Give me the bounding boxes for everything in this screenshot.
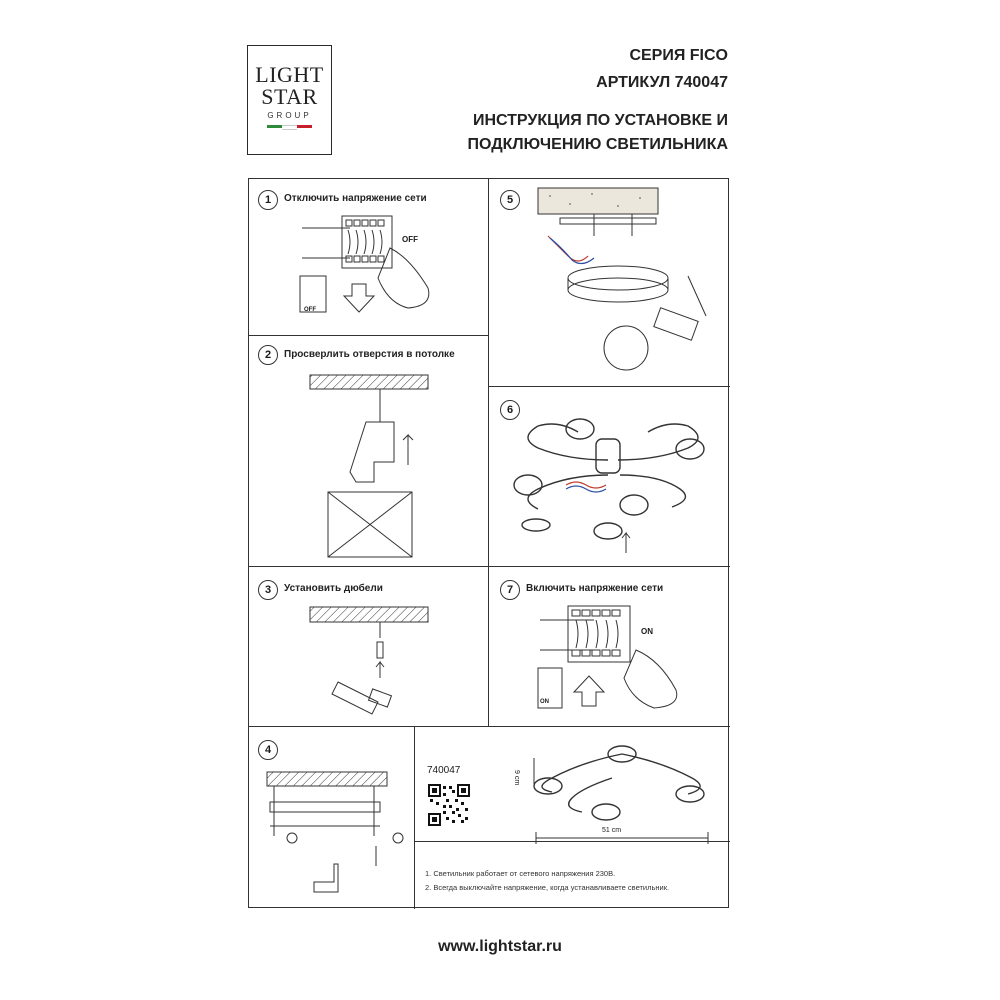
instruction-title-line-1: ИНСТРУКЦИЯ ПО УСТАНОВКЕ И <box>472 112 728 129</box>
note-2: 2. Всегда выключайте напряжение, когда устанавливаете светильник. <box>425 883 670 892</box>
logo-line-1: LIGHT <box>255 62 324 87</box>
step-1-switch-label: OFF <box>402 235 418 244</box>
step-3-number: 3 <box>258 580 278 600</box>
step-4-illustration <box>262 766 410 896</box>
width-dimension: 51 cm <box>602 827 622 834</box>
logo-line-3: GROUP <box>267 111 312 120</box>
step-5-illustration <box>530 186 726 384</box>
step-2-number: 2 <box>258 345 278 365</box>
italian-flag-icon <box>267 125 313 128</box>
step-7-illustration <box>532 598 708 712</box>
lightstar-logo <box>247 45 332 155</box>
step-7-number: 7 <box>500 580 520 600</box>
step-6-number: 6 <box>500 400 520 420</box>
article-title: АРТИКУЛ 740047 <box>596 74 728 91</box>
height-dimension: 9 cm <box>513 770 520 786</box>
step-1-number: 1 <box>258 190 278 210</box>
series-title: СЕРИЯ FICO <box>629 47 728 64</box>
note-1: 1. Светильник работает от сетевого напряжения 230В. <box>425 869 616 878</box>
step-2-label: Просверлить отверстия в потолке <box>284 349 455 360</box>
logo-line-2: STAR <box>261 84 318 109</box>
website-url[interactable]: www.lightstar.ru <box>438 938 562 955</box>
step-6-illustration <box>508 405 724 557</box>
step-7-switch-label: ON <box>641 627 653 636</box>
step-3-illustration <box>300 604 430 720</box>
step-1-label: Отключить напряжение сети <box>284 193 427 204</box>
qr-code-icon <box>428 784 470 826</box>
step-7-label: Включить напряжение сети <box>526 583 664 594</box>
instruction-title-line-2: ПОДКЛЮЧЕНИЮ СВЕТИЛЬНИКА <box>467 136 728 153</box>
step-5-number: 5 <box>500 190 520 210</box>
step-2-illustration <box>300 370 430 562</box>
step-1-box-label: OFF <box>304 307 316 313</box>
step-3-label: Установить дюбели <box>284 583 383 594</box>
article-code: 740047 <box>427 765 461 776</box>
step-7-box-label: ON <box>540 699 549 705</box>
step-4-number: 4 <box>258 740 278 760</box>
step-1-illustration <box>290 208 460 318</box>
